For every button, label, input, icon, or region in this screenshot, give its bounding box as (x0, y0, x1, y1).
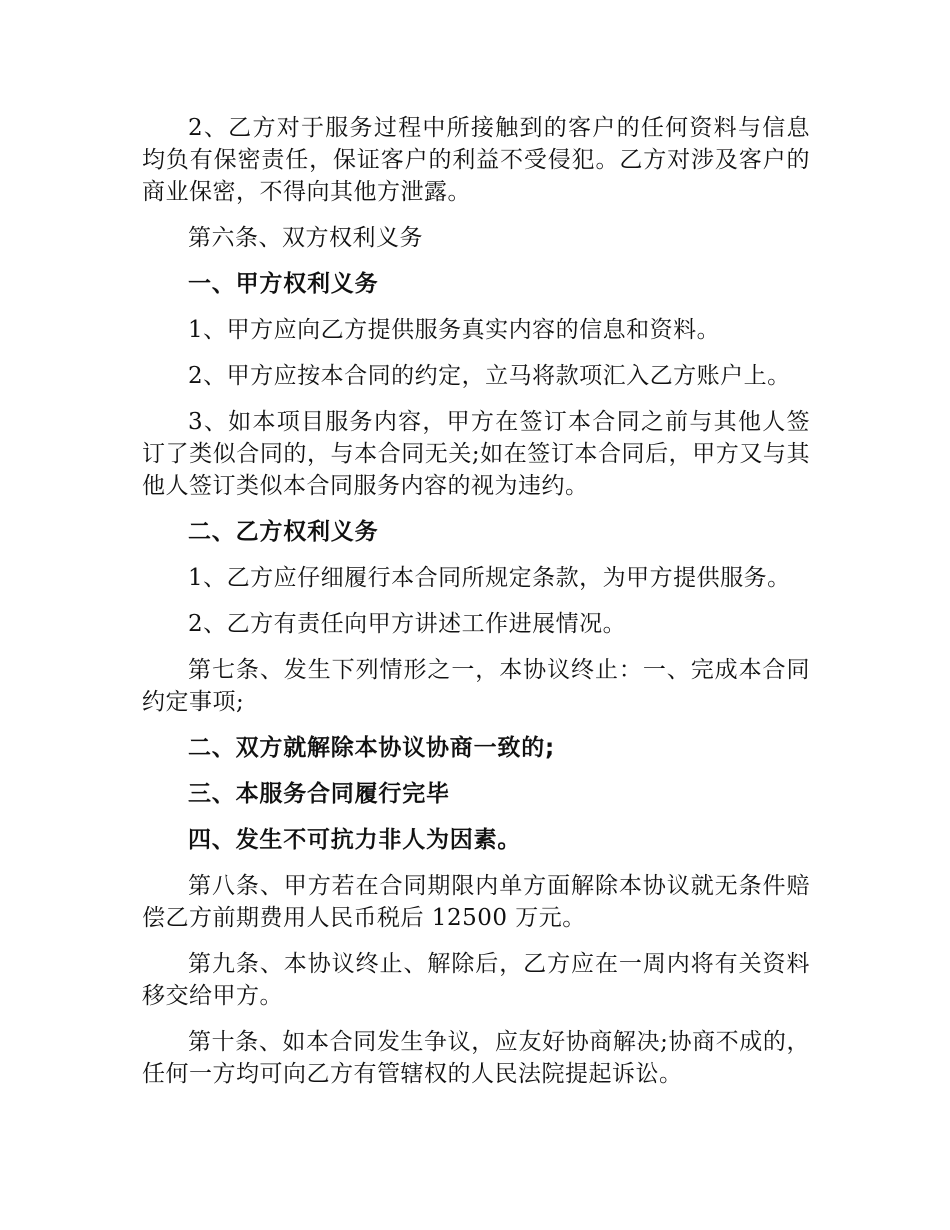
article-7-paragraph: 第七条、发生下列情形之一，本协议终止：一、完成本合同约定事项; (142, 657, 810, 715)
party-a-rights-heading: 一、甲方权利义务 (188, 271, 379, 297)
party-b-item-2: 2、乙方有责任向甲方讲述工作进展情况。 (188, 611, 627, 637)
clause-confidentiality-paragraph: 2、乙方对于服务过程中所接触到的客户的任何资料与信息均负有保密责任，保证客户的利益不受侵犯。乙方对涉及客户的商业保密，不得向其他方泄露。 (142, 115, 810, 205)
party-a-item-3: 3、如本项目服务内容，甲方在签订本合同之前与其他人签订了类似合同的，与本合同无关;如在签订本合同后，甲方又与其他人签订类似本合同服务内容的视为违约。 (142, 409, 810, 499)
article-10-paragraph: 第十条、如本合同发生争议，应友好协商解决;协商不成的，任何一方均可向乙方有管辖权的人民法院提起诉讼。 (142, 1029, 810, 1087)
document-page (142, 112, 810, 1104)
termination-item-4: 四、发生不可抗力非人为因素。 (188, 827, 522, 853)
article-6-heading: 第六条、双方权利义务 (188, 225, 423, 251)
article-9-paragraph: 第九条、本协议终止、解除后，乙方应在一周内将有关资料移交给甲方。 (142, 951, 810, 1009)
termination-item-2: 二、双方就解除本协议协商一致的; (188, 735, 555, 761)
termination-item-3: 三、本服务合同履行完毕 (188, 781, 450, 807)
party-b-rights-heading: 二、乙方权利义务 (188, 519, 379, 545)
article-8-paragraph: 第八条、甲方若在合同期限内单方面解除本协议就无条件赔偿乙方前期费用人民币税后 12500 万元。 (142, 873, 810, 931)
party-a-item-2: 2、甲方应按本合同的约定，立马将款项汇入乙方账户上。 (188, 363, 791, 389)
party-a-item-1: 1、甲方应向乙方提供服务真实内容的信息和资料。 (188, 317, 721, 343)
party-b-item-1: 1、乙方应仔细履行本合同所规定条款，为甲方提供服务。 (188, 565, 791, 591)
